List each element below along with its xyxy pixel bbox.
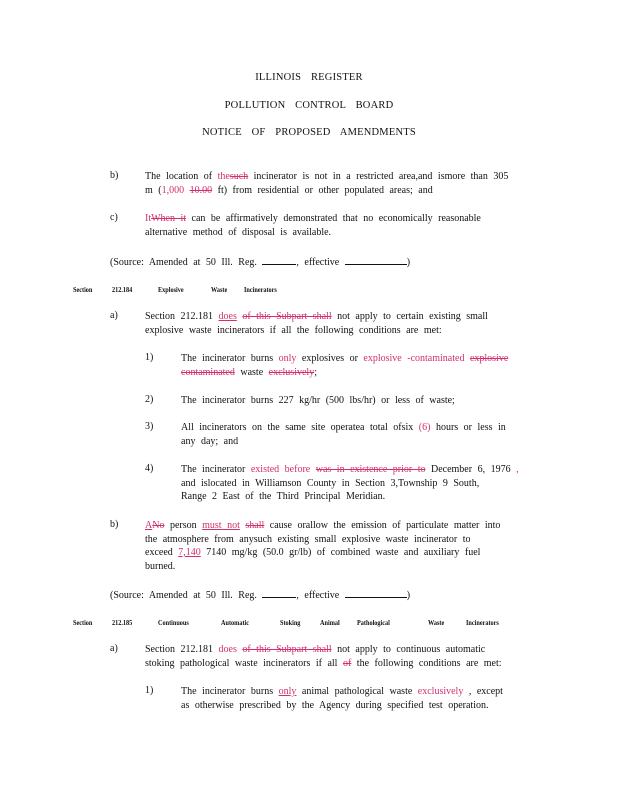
section-title-word: Stoking xyxy=(280,618,301,627)
section-title-word: Incinerators xyxy=(466,618,499,627)
blank-line xyxy=(345,255,407,265)
section-title-word: Automatic xyxy=(221,618,250,627)
paragraph-alternative: ItWhen it can be affirmatively demonstrated that no economically reasonable alternative method of disposal is available. xyxy=(145,213,481,238)
section-title-word: Continuous xyxy=(158,618,189,627)
source-note: (Source: Amended at 50 Ill. Reg. , effective ) xyxy=(110,257,411,268)
item-label: b) xyxy=(110,170,119,181)
paragraph-location: The location of thesuch incinerator is not in a restricted area,and ismore than 305 m (1,000 10.00 ft) from residential or other populated areas; and xyxy=(145,171,509,196)
section-number: 212.185 xyxy=(112,618,133,627)
item-label: b) xyxy=(110,519,119,530)
section-number: 212.184 xyxy=(112,285,133,294)
section-title-word: Waste xyxy=(211,285,228,294)
item-label: 2) xyxy=(145,394,154,405)
section-title-word: Waste xyxy=(428,618,445,627)
condition-185-1: The incinerator burns only animal pathological waste exclusively , except as otherwise prescribed by the Agency during specified test operation. xyxy=(181,686,503,711)
condition-4: The incinerator existed before was in existence prior to December 6, 1976 , and islocated in Williamson County in Section 3,Township 9 South, Range 2 East of the Third Principal Meridian. xyxy=(181,464,519,502)
section-title-word: Incinerators xyxy=(244,285,277,294)
register-title: ILLINOIS REGISTER xyxy=(255,72,363,83)
paragraph-applicability: Section 212.181 does of this Subpart shall not apply to certain existing small explosive waste incinerators if all the following conditions are met: xyxy=(145,311,488,336)
item-label: 3) xyxy=(145,421,154,432)
item-label: c) xyxy=(110,212,118,223)
condition-2: The incinerator burns 227 kg/hr (500 lbs/hr) or less of waste; xyxy=(181,395,455,406)
condition-1: The incinerator burns only explosives or explosive -contaminated explosive contaminated waste exclusively; xyxy=(181,353,509,378)
blank-line xyxy=(345,588,407,598)
paragraph-applicability-185: Section 212.181 does of this Subpart shall not apply to continuous automatic stoking pathological waste incinerators if all of the following conditions are met: xyxy=(145,644,502,669)
section-title-word: Pathological xyxy=(357,618,390,627)
item-label: 1) xyxy=(145,352,154,363)
section-title-word: Animal xyxy=(320,618,340,627)
section-title-word: Explosive xyxy=(158,285,184,294)
section-heading-212-184: Section xyxy=(73,285,93,294)
paragraph-emission-limit: ANo person must not shall cause orallow the emission of particulate matter into the atmosphere from anysuch existing small explosive waste incinerator to exceed 7,140 7140 mg/kg (50.0 gr/lb) of combined waste and auxiliary fuel burned. xyxy=(145,520,501,572)
source-note: (Source: Amended at 50 Ill. Reg. , effective ) xyxy=(110,590,411,601)
blank-line xyxy=(262,255,296,265)
condition-3: All incinerators on the same site operatea total ofsix (6) hours or less in any day; and xyxy=(181,422,506,447)
item-label: a) xyxy=(110,643,118,654)
item-label: 1) xyxy=(145,685,154,696)
item-label: 4) xyxy=(145,463,154,474)
blank-line xyxy=(262,588,296,598)
section-heading-212-185: Section xyxy=(73,618,93,627)
board-title: POLLUTION CONTROL BOARD xyxy=(224,100,394,111)
notice-title: NOTICE OF PROPOSED AMENDMENTS xyxy=(202,127,416,138)
item-label: a) xyxy=(110,310,118,321)
